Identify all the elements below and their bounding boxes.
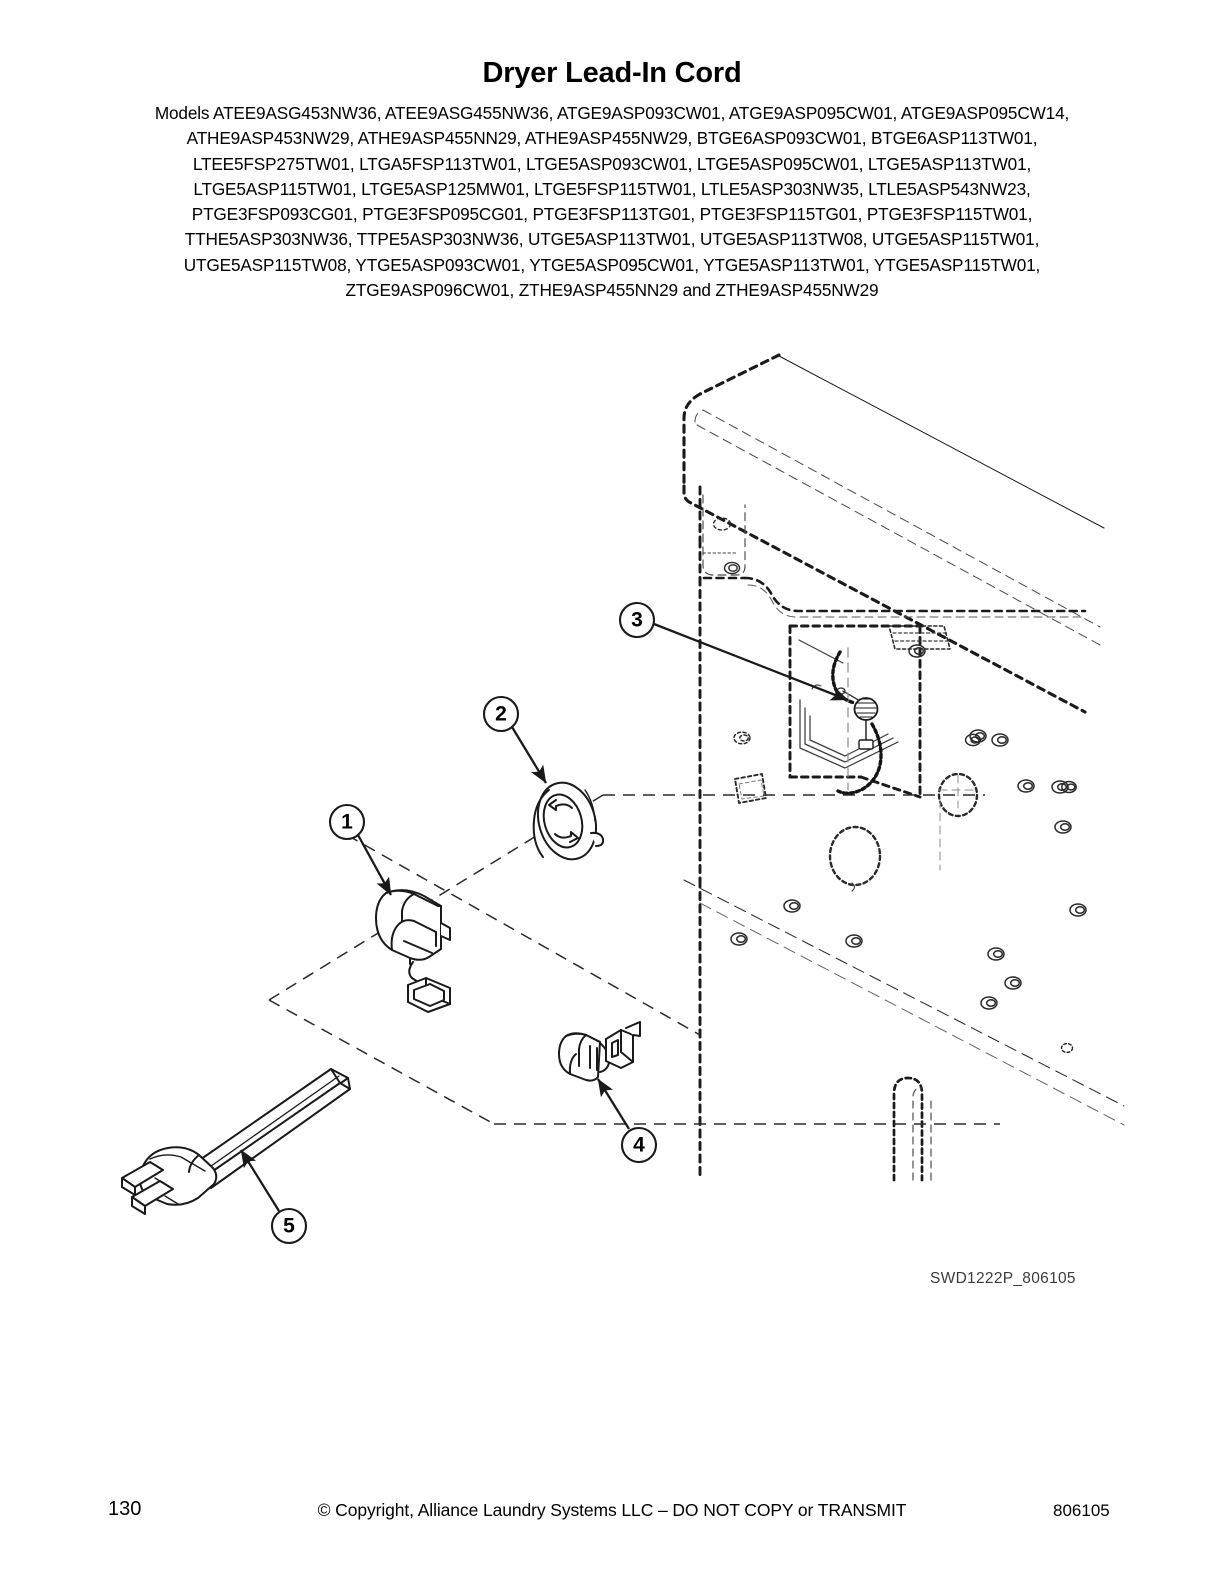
callout-balloon-1[interactable] [330, 805, 364, 839]
leader-line-1 [358, 835, 391, 895]
cabinet-hole [1070, 904, 1086, 916]
cabinet-top-front-edge [684, 486, 1085, 712]
cabinet-hole [988, 948, 1004, 960]
cabinet-hole-pattern [731, 645, 1086, 1052]
model-line: TTHE5ASP303NW36, TTPE5ASP303NW36, UTGE5ASP113TW01, UTGE5ASP113TW08, UTGE5ASP115TW01, [184, 229, 1040, 250]
leader-line-3 [654, 624, 848, 700]
model-line: Models ATEE9ASG453NW36, ATEE9ASG455NW36, ATGE9ASP093CW01, ATGE9ASP095CW01, ATGE9ASP095CW14, [154, 103, 1070, 123]
cabinet-diagonal-seam-1 [684, 880, 1124, 1106]
cabinet-lower-slot-inner-1 [913, 1088, 921, 1180]
cabinet-hole [992, 734, 1008, 746]
cabinet-top-left-corner [684, 394, 700, 486]
cabinet-hole [981, 997, 997, 1009]
cabinet-top-ridge [779, 356, 1104, 528]
cabinet-round-knockout-large [830, 827, 880, 885]
cabinet-top-inner-line-1 [703, 410, 1100, 627]
callout-number-4: 4 [633, 1133, 645, 1157]
cabinet-hole [1062, 782, 1076, 793]
page-number: 130 [108, 1498, 142, 1520]
part-4-connector-slot [612, 1040, 618, 1057]
model-line: PTGE3FSP093CG01, PTGE3FSP095CG01, PTGE3FSP113TG01, PTGE3FSP115TG01, PTGE3FSP115TW01, [191, 204, 1033, 225]
page-title: Dryer Lead-In Cord [482, 57, 742, 89]
part-1-strain-relief [376, 890, 450, 1012]
cabinet-hole [731, 933, 747, 945]
assembly-construction-lines [269, 795, 1000, 1124]
callout-balloon-3[interactable] [620, 603, 654, 637]
part-5-cord-groove [204, 1076, 339, 1171]
part-5-cord-face-lower [200, 1083, 350, 1188]
callout-number-5: 5 [283, 1214, 295, 1238]
callout-balloons [272, 603, 656, 1243]
cabinet-hole [1062, 1044, 1073, 1053]
cabinet-square-knockout-inner [739, 780, 764, 799]
part-5-lead-in-cord [122, 1069, 350, 1214]
part-4-cord-clamp [559, 1022, 640, 1081]
cabinet-diagonal-seam-2 [700, 903, 1124, 1125]
part-5-cord-face-upper [194, 1069, 348, 1175]
cabinet-hole [909, 645, 925, 657]
cabinet-hole [784, 900, 800, 912]
drawing-reference: SWD1222P_806105 [930, 1270, 1076, 1287]
callout-number-2: 2 [495, 702, 507, 726]
model-line: LTEE5FSP275TW01, LTGA5FSP113TW01, LTGE5ASP093CW01, LTGE5ASP095CW01, LTGE5ASP113TW01, [192, 153, 1032, 174]
cabinet-hole [1005, 977, 1021, 989]
model-line: UTGE5ASP115TW08, YTGE5ASP093CW01, YTGE5ASP095CW01, YTGE5ASP113TW01, YTGE5ASP115TW01, [183, 254, 1041, 275]
leader-line-5 [241, 1150, 279, 1211]
callout-number-3: 3 [631, 608, 643, 632]
cabinet-hole [846, 935, 862, 947]
cabinet-lower-slot-outer [894, 1078, 922, 1180]
callout-number-1: 1 [341, 810, 353, 834]
cabinet-tab-hole-lower-inner [729, 565, 737, 571]
document-code: 806105 [1053, 1501, 1110, 1520]
cabinet-top-inner-corner [695, 410, 703, 422]
dryer-cabinet [684, 355, 1124, 1180]
part-4-connector-body [606, 1030, 633, 1068]
model-line: ATHE9ASP453NW29, ATHE9ASP455NN29, ATHE9ASP455NW29, BTGE6ASP093CW01, BTGE6ASP113TW01, [186, 128, 1038, 149]
cabinet-hole [1018, 780, 1034, 792]
terminal-box-inner-step-1 [800, 700, 898, 768]
copyright-notice: © Copyright, Alliance Laundry Systems LLC – DO NOT COPY or TRANSMIT [317, 1500, 907, 1520]
model-line: LTGE5ASP115TW01, LTGE5ASP125MW01, LTGE5FSP115TW01, LTLE5ASP303NW35, LTLE5ASP543NW23, [193, 178, 1031, 199]
model-line: ZTGE9ASP096CW01, ZTHE9ASP455NN29 and ZTHE9ASP455NW29 [345, 280, 879, 301]
part-3-bushing-foot [859, 740, 873, 749]
callout-balloon-4[interactable] [622, 1128, 656, 1162]
cabinet-panel-wave-fold [745, 578, 1085, 611]
part-2-grommet [529, 776, 604, 866]
cabinet-upper-tab-outline [703, 495, 745, 575]
part-1-side-tab [441, 923, 450, 940]
cabinet-hole [734, 732, 750, 744]
cabinet-top-rear-edge [700, 355, 779, 394]
leader-line-4 [598, 1079, 629, 1129]
leader-line-2 [512, 727, 546, 783]
callout-balloon-2[interactable] [484, 697, 518, 731]
terminal-box-bottom-right [861, 777, 920, 797]
callout-balloon-5[interactable] [272, 1209, 306, 1243]
cabinet-hole [1055, 821, 1071, 833]
